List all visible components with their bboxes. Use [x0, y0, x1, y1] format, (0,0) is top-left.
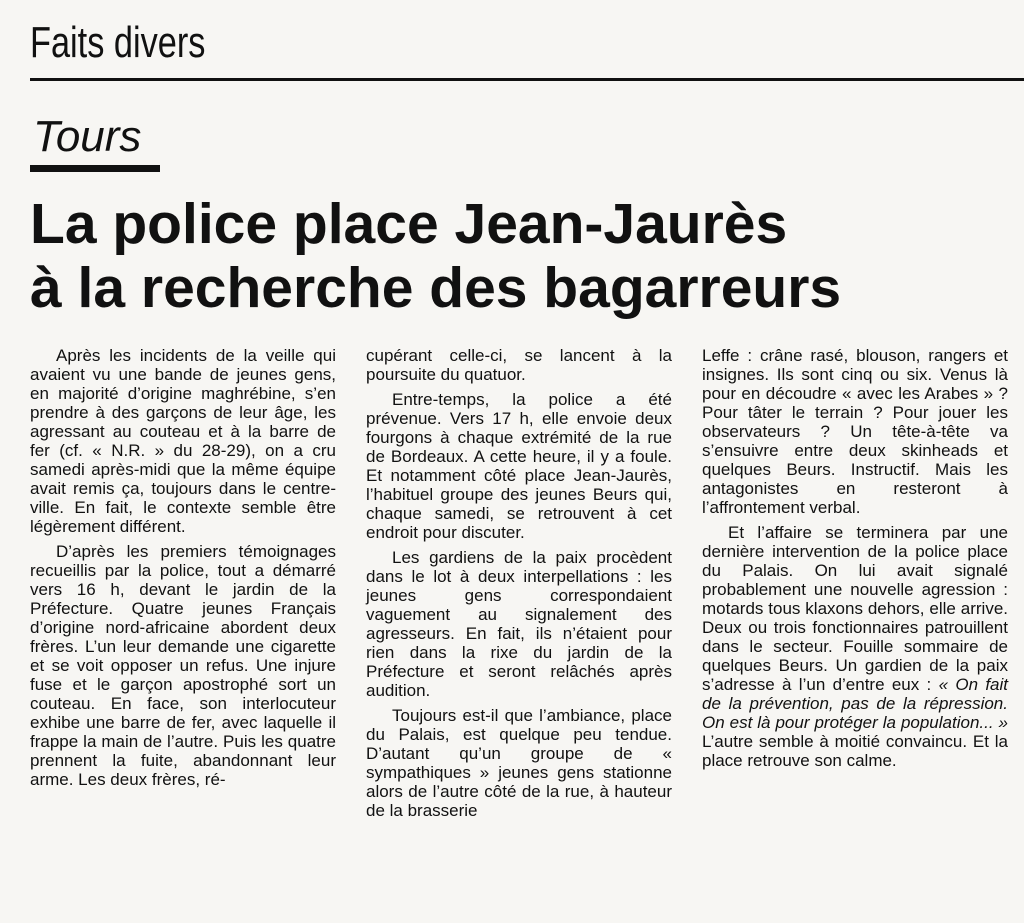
paragraph-text: L’autre semble à moitié convaincu. Et la place retrouve son calme. — [702, 732, 1008, 770]
headline-line-1: La police place Jean-Jaurès — [30, 192, 788, 256]
headline-line-2: à la recherche des bagarreurs — [30, 256, 842, 320]
paragraph — [702, 523, 1008, 770]
dateline-place: Tours — [33, 112, 142, 161]
paragraph: Les gardiens de la paix procèdent dans le lot à deux interpellations : les jeunes gens correspondaient vaguement au signalement des agresseurs. En fait, ils n’étaient pour rien dans la rixe du jardin de la Préfecture et seront relâchés après audition. — [366, 548, 672, 700]
paragraph: Entre-temps, la police a été prévenue. Vers 17 h, elle envoie deux fourgons à chaque extrémité de la rue de Bordeaux. A cette heure, il y a foule. Et notamment côté place Jean-Jaurès, l’habituel groupe des jeunes Beurs qui, chaque samedi, se retrouvent à cet endroit pour discuter. — [366, 390, 672, 542]
paragraph-continued: Leffe : crâne rasé, blouson, rangers et insignes. Ils sont cinq ou six. Venus là pour en découdre « avec les Arabes » ? Pour tâter le terrain ? Pour jouer les observateurs ? Un tête-à-tête va s’ensuivre entre deux skinheads et quelques Beurs. Instructif. Mais les antagonistes en resteront à l’affrontement verbal. — [702, 346, 1008, 517]
section-rule — [30, 78, 1024, 81]
quote-italic: « On fait de la prévention, pas de la répression. On est là pour protéger la population... » — [702, 675, 1008, 732]
column-3 — [702, 346, 1008, 776]
paragraph: Après les incidents de la veille qui avaient vu une bande de jeunes gens, en majorité d’origine maghrébine, s’en prendre à des garçons de leur âge, les agressant au couteau et à la barre de fer (cf. « N.R. » du 28-29), on a cru samedi après-midi que la même équipe avait remis ça, toujours dans le centre-ville. En fait, le contexte semble être légèrement différent. — [30, 346, 336, 536]
article-headline — [30, 192, 1020, 320]
paragraph-continued: cupérant celle-ci, se lancent à la poursuite du quatuor. — [366, 346, 672, 384]
dateline-underline — [30, 165, 160, 172]
column-1 — [30, 346, 336, 795]
column-2 — [366, 346, 672, 826]
paragraph-text: Et l’affaire se terminera par une dernière intervention de la police place du Palais. On lui avait signalé probablement une nouvelle agression : motards tous klaxons dehors, elle arrive. Deux ou trois fonctionnaires patrouillent dans le secteur. Fouille sommaire de quelques Beurs. Un gardien de la paix s’adresse à l’un d’entre eux : — [702, 523, 1008, 694]
section-rubric: Faits divers — [30, 18, 206, 67]
paragraph: D’après les premiers témoignages recueillis par la police, tout a démarré vers 16 h, devant le jardin de la Préfecture. Quatre jeunes Français d’origine nord-africaine abordent deux frères. L’un leur demande une cigarette et se voit opposer un refus. Une injure fuse et le garçon apostrophé sort un couteau. En face, son interlocuteur exhibe une barre de fer, avec laquelle il frappe la main de l’autre. Puis les quatre prennent la fuite, abandonnant leur arme. Les deux frères, ré- — [30, 542, 336, 789]
paragraph: Toujours est-il que l’ambiance, place du Palais, est quelque peu tendue. D’autant qu’un groupe de « sympathiques » jeunes gens stationne alors de l’autre côté de la rue, à hauteur de la brasserie — [366, 706, 672, 820]
article-body — [30, 346, 1008, 916]
